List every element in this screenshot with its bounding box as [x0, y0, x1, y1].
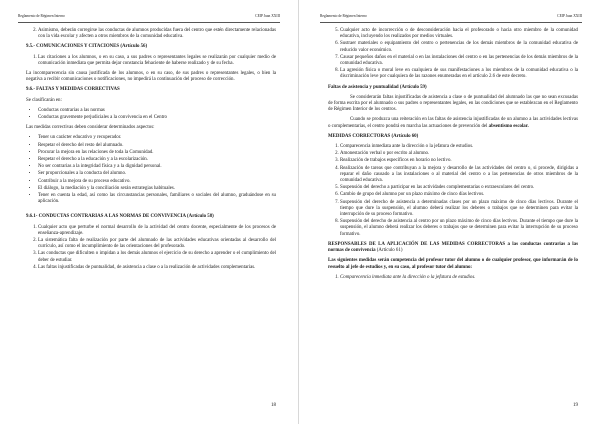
list-item: 8. Suspensión del derecho de asistencia al centro por un plazo máximo de cinco días lectivos. Durante el tiempo que dure la suspensión, el alumno deberá realizar los deberes o trabajos que se determinen para evitar la interrupción de su proceso formativo. [340, 219, 578, 238]
list-item: • Conductas gravemente perjudiciales a la convivencia en el Centro [38, 115, 276, 121]
page-content [26, 28, 276, 396]
page-number: 18 [271, 403, 276, 408]
list-item: 4. Las faltas injustificadas de puntualidad, de asistencia a clase o a la realización de actividades complementarias. [38, 265, 276, 271]
header-title: Reglamento de Régimen Interno [18, 14, 65, 18]
list-item: • Procurar la mejora en las relaciones de toda la Comunidad. [38, 150, 276, 156]
list-item: 5. Suspensión del derecho a participar en las actividades complementarias o extraescolares del centro. [340, 185, 578, 191]
list-item: 3. Las conductas que dificulten o impidan a los demás alumnos el ejercicio de su derecho a aprender o el cumplimiento del deber de estudiar. [38, 251, 276, 263]
list-item: 1. Comparecencia inmediata ante la dirección o la jefatura de estudios. [340, 275, 578, 281]
numbered-list [26, 28, 276, 40]
list-item: 2. La sistemática falta de realización por parte del alumnado de las actividades educativas orientadas al desarrollo del currículo, así como el incumplimiento de las orientaciones del profesorado. [38, 238, 276, 250]
list-item: • Ser proporcionales a la conducta del alumno. [38, 171, 276, 177]
list-item: 7. Suspensión del derecho de asistencia a determinadas clases por un plazo máximo de cinco días lectivos. Durante el tiempo que dure la suspensión, el alumno deberá realizar los deberes o trabajos que se determinen para evitar la interrupción de su proceso formativo. [340, 200, 578, 219]
list-item: • Respetar el derecho del resto del alumnado. [38, 143, 276, 149]
page-header [320, 14, 582, 23]
numbered-list [26, 225, 276, 271]
section-heading: MEDIDAS CORRECTORAS (Artículo 60) [328, 133, 419, 139]
paragraph: La incomparecencia sin causa justificada de los alumnos, o en su caso, de sus padres o representantes legales, o bien la negativa a recibir comunicaciones o notificaciones, no impedirá la continuación del proceso de corrección. [26, 71, 276, 83]
page-content [328, 28, 578, 396]
numbered-list [328, 28, 578, 81]
list-item: • Tener en cuenta la edad, así como las circunstancias personales, familiares o sociales del alumno, graduándose en su aplicación. [38, 193, 276, 205]
list-item: • No ser contrarias a la integridad física y a la dignidad personal. [38, 164, 276, 170]
page-left [8, 6, 290, 416]
list-item: 1. Las citaciones a los alumnos, o en su caso, a sus padres o representantes legales se realizarán por cualquier medio de comunicación inmediata que permita dejar constancia fehaciente de haberse realizado y de su fecha. [38, 55, 276, 67]
list-item: 1. Comparecencia inmediata ante la dirección o la jefatura de estudios. [340, 144, 578, 150]
paragraph: Las siguientes medidas serán competencia del profesor tutor del alumno o de cualquier profesor, que informarán de lo resuelto al jefe de estudios y, en su caso, al profesor tutor del alumno: [328, 258, 578, 270]
paragraph-text: Cuando se produzca una reiteración en las faltas de asistencia injustificadas de un alumno a las actividades lectivas o complementarias, el centro pondrá en marcha las actuaciones de prevención del [328, 117, 578, 129]
list-item: 6. Cambio de grupo del alumno por un plazo máximo de cinco días lectivos. [340, 192, 578, 198]
list-item: • Conductas contrarias a las normas [38, 108, 276, 114]
list-item: • Respetar el derecho a la educación y a la escolarización. [38, 157, 276, 163]
paragraph: Las medidas correctivas deben considerar determinados aspectos: [26, 125, 155, 131]
page-header [18, 14, 280, 23]
list-item: 6. Sustraer materiales o equipamiento del centro o pertenencias de los demás miembros de la comunidad educativa de reducido valor económico. [340, 41, 578, 53]
list-item: • El diálogo, la mediación y la conciliación serán estrategias habituales. [38, 186, 276, 192]
section-heading: 9.6.1- CONDUCTAS CONTRARIAS A LAS NORMAS DE CONVIVENCIA (Artículo 58) [26, 214, 214, 220]
list-item: • Tener un carácter educativo y recuperador. [38, 135, 276, 141]
numbered-list [26, 55, 276, 67]
page-right [310, 6, 592, 416]
numbered-list [328, 275, 578, 281]
header-title: Reglamento de Régimen Interno [320, 14, 367, 18]
bullet-list [26, 135, 276, 205]
list-item: 4. Realización de tareas que contribuyan a la mejora y desarrollo de las actividades del centro o, si procede, dirigidas a reparar el daño causado a las instalaciones o al material del centro o a las pertenencias de otros miembros de la comunidad educativa. [340, 166, 578, 185]
paragraph [328, 117, 578, 129]
heading-text: RESPONSABLES DE LA APLICACIÓN DE LAS MEDIDAS CORRECTORAS a las conductas contrarias a las normas de convivencia [328, 241, 578, 254]
list-item: 8. La agresión física o moral leve en cualquiera de sus manifestaciones a los miembros de la comunidad educativa o la discriminación leve por cualquiera de las razones enumeradas en el artículo 2.6 de este decreto. [340, 68, 578, 80]
list-item: 2. Asimismo, deberán corregirse las conductas de alumnos producidas fuera del centro que estén directamente relacionadas con la vida escolar y afecten a otros miembros de la comunidad educativa. [38, 28, 276, 40]
list-item: 7. Causar pequeños daños en el material o en las instalaciones del centro o en las pertenencias de los demás miembros de la comunidad educativa. [340, 55, 578, 67]
heading-article: (Artículo 61) [376, 248, 403, 254]
header-school: CEIP Juan XXIII [557, 14, 582, 18]
section-heading: 9.6.- FALTAS Y MEDIDAS CORRECTIVAS [26, 87, 120, 93]
numbered-list [328, 144, 578, 238]
header-school: CEIP Juan XXIII [255, 14, 280, 18]
list-item: 5. Cualquier acto de incorrección o de desconsideración hacia el profesorado o hacia otro miembro de la comunidad educativa, incluyendo los realizados por medios virtuales. [340, 28, 578, 40]
page-number: 19 [573, 403, 578, 408]
section-heading: 9.5.- COMUNICACIONES Y CITACIONES (Artículo 56) [26, 44, 148, 50]
list-item: • Contribuir a la mejora de su proceso educativo. [38, 179, 276, 185]
paragraph: Se clasificarán en: [26, 97, 62, 103]
list-item: 3. Realización de trabajos específicos en horario no lectivo. [340, 158, 578, 164]
section-heading: Faltas de asistencia y puntualidad (Artículo 59) [328, 84, 427, 90]
section-heading [328, 242, 578, 254]
bold-term: absentismo escolar. [488, 123, 529, 129]
list-item: 2. Amonestación verbal o por escrito al alumno. [340, 151, 578, 157]
page-gutter [298, 0, 299, 424]
bullet-list [26, 108, 276, 121]
list-item: 1. Cualquier acto que perturbe el normal desarrollo de la actividad del centro docente, especialmente de los procesos de enseñanza-aprendizaje. [38, 225, 276, 237]
paragraph: Se considerarán faltas injustificadas de asistencia a clase o de puntualidad del alumnado las que no sean excusadas de forma escrita por el alumnado o sus padres o representantes legales, en las condiciones que se establezcan en el Reglamento de Régimen Interior de los centros. [328, 94, 578, 113]
